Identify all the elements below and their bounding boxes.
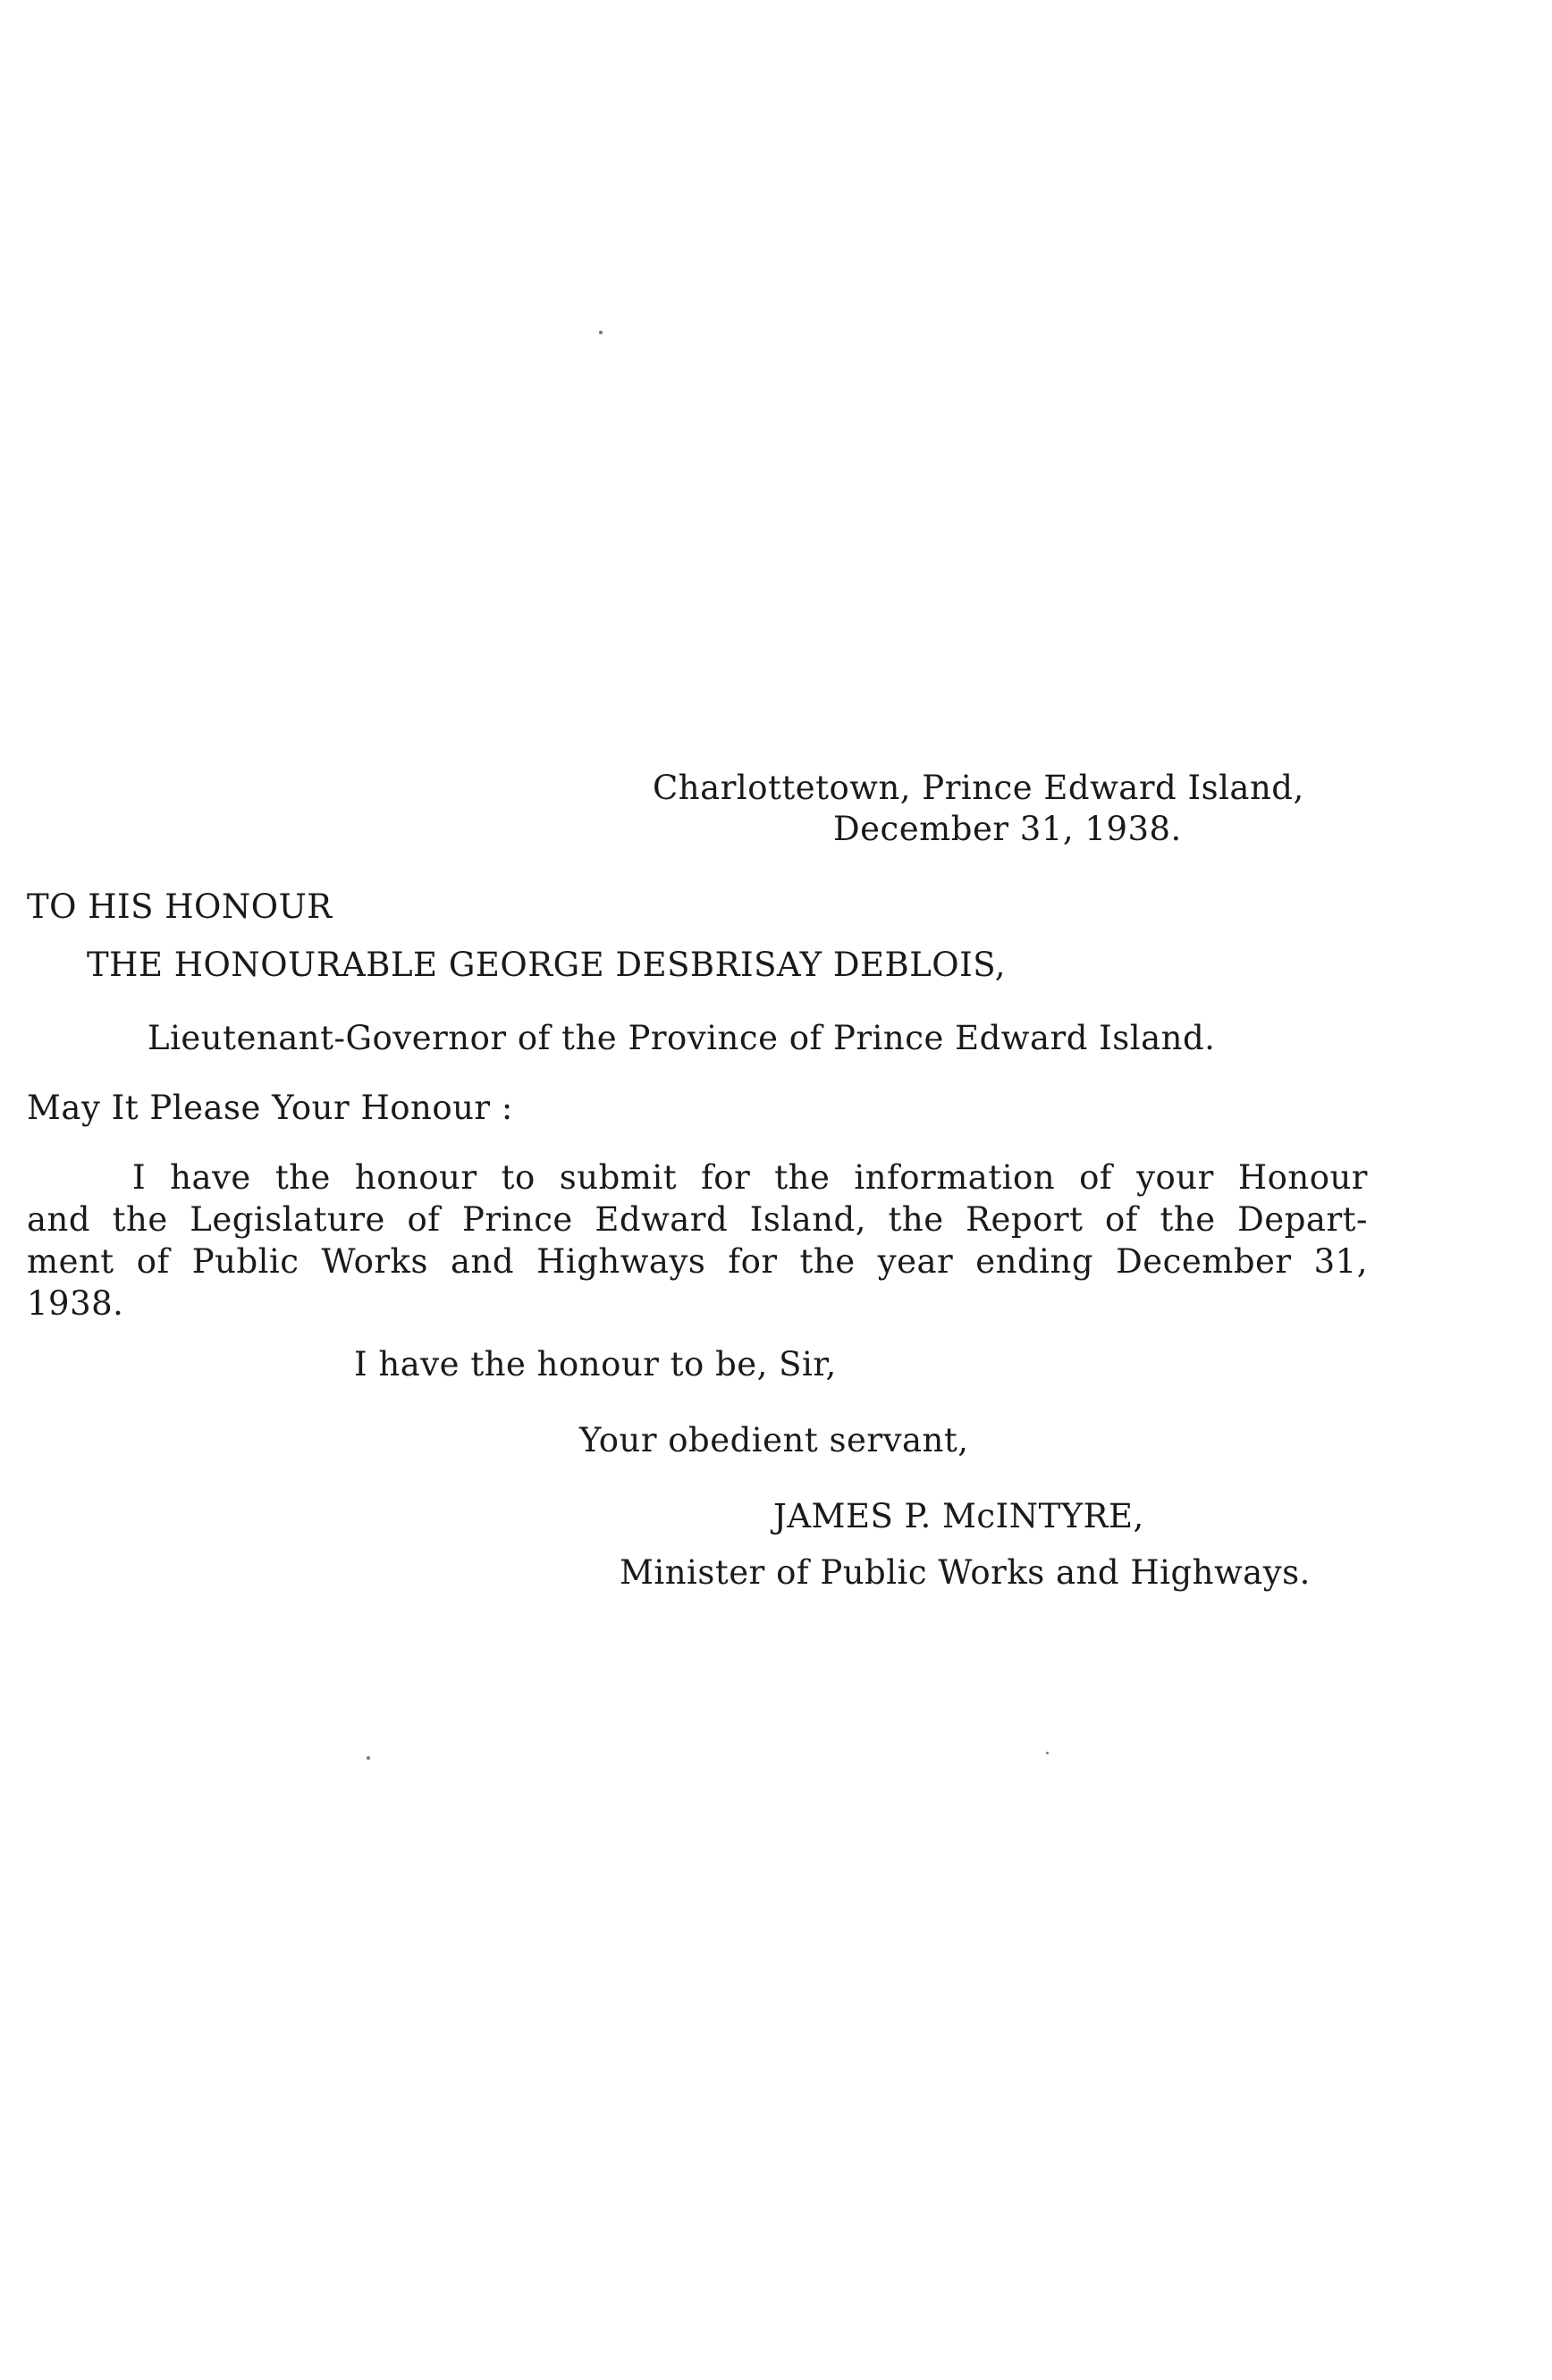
- closing-line-1: I have the honour to be, Sir,: [354, 1345, 837, 1383]
- body-line-1: I have the honour to submit for the information of your Honour: [132, 1158, 1368, 1197]
- letter-date: December 31, 1938.: [833, 810, 1182, 848]
- body-line-4: 1938.: [27, 1284, 124, 1323]
- signatory-title: Minister of Public Works and Highways.: [620, 1553, 1311, 1592]
- paper-speck: [599, 331, 603, 334]
- closing-line-2: Your obedient servant,: [579, 1421, 969, 1459]
- addressee-line-2: THE HONOURABLE GEORGE DESBRISAY DEBLOIS,: [87, 946, 1007, 984]
- paper-speck: [1046, 1752, 1049, 1754]
- letter-place: Charlottetown, Prince Edward Island,: [653, 769, 1304, 807]
- body-line-2: and the Legislature of Prince Edward Island, the Report of the Depart-: [27, 1200, 1368, 1239]
- paper-speck: [367, 1756, 370, 1760]
- signatory-name: JAMES P. McINTYRE,: [773, 1497, 1144, 1535]
- addressee-line-3: Lieutenant-Governor of the Province of Prince Edward Island.: [148, 1019, 1216, 1057]
- greeting: May It Please Your Honour :: [27, 1089, 513, 1127]
- body-line-3: ment of Public Works and Highways for the year ending December 31,: [27, 1242, 1368, 1281]
- addressee-line-1: TO HIS HONOUR: [27, 887, 333, 926]
